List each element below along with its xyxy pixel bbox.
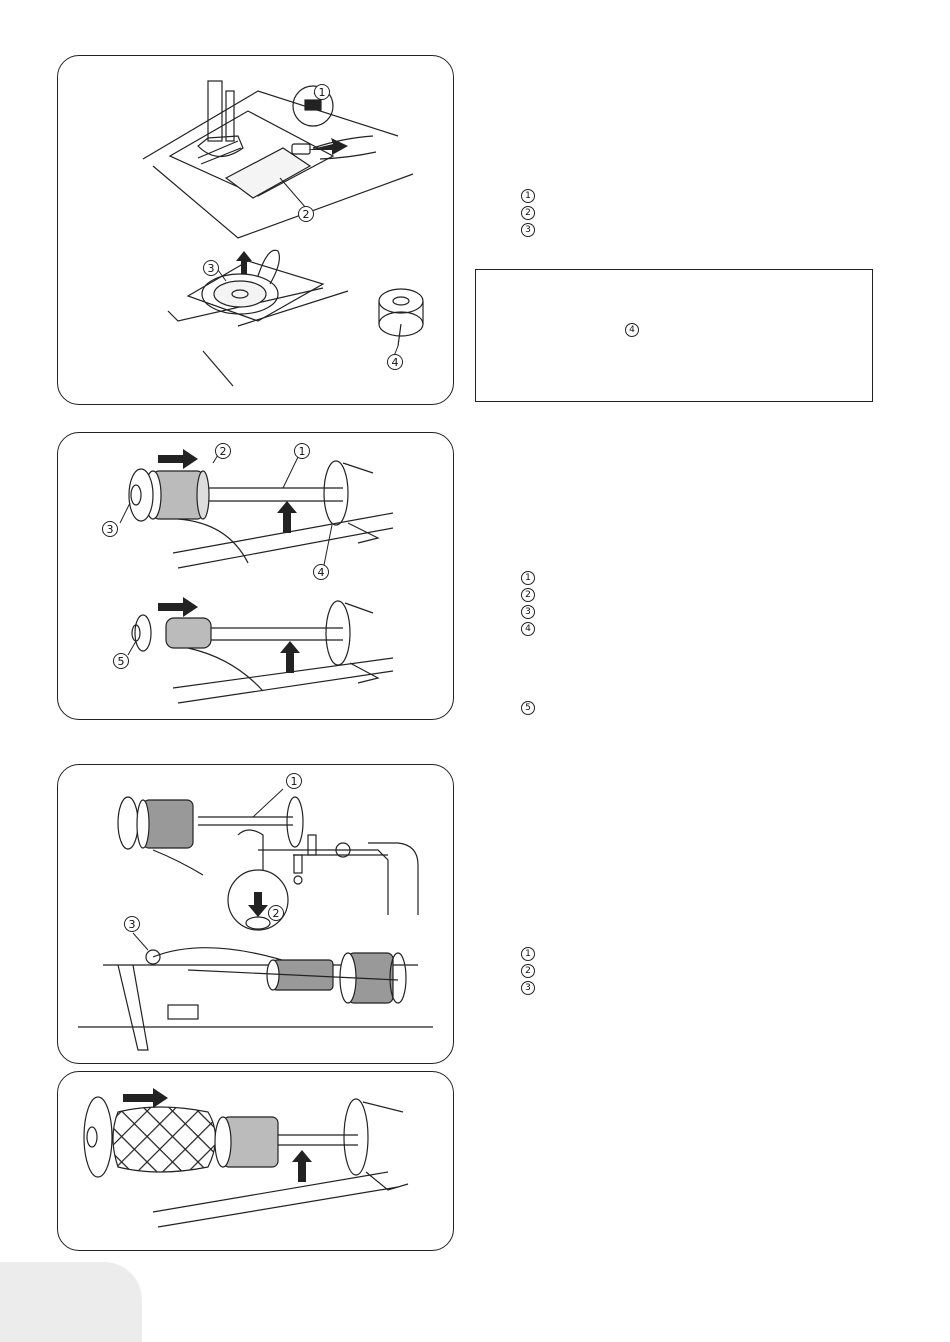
figure-spool-net-panel <box>57 1071 454 1251</box>
bobbin-cover-illustration <box>58 56 454 405</box>
section3-list <box>521 944 535 995</box>
callout-1: 1 <box>294 443 310 459</box>
list-item: 2 <box>521 961 535 978</box>
list-item: 2 <box>521 203 535 220</box>
list-item: 3 <box>521 220 535 237</box>
section2-list-b <box>521 698 535 715</box>
extra-spool-pin-illustration <box>58 765 454 1064</box>
callout-3: 3 <box>203 260 219 276</box>
section1-list <box>521 186 535 237</box>
figure-extra-spool-pin-panel <box>57 764 454 1064</box>
figure-bobbin-cover-panel <box>57 55 454 405</box>
list-item: 1 <box>521 186 535 203</box>
callout-5: 5 <box>113 653 129 669</box>
callout-1: 1 <box>314 84 330 100</box>
spool-net-illustration <box>58 1072 454 1251</box>
callout-1: 1 <box>286 773 302 789</box>
spool-pin-illustration <box>58 433 454 720</box>
callout-2: 2 <box>268 905 284 921</box>
note-box <box>475 269 873 402</box>
note-marker: 4 <box>625 323 639 337</box>
page-corner-tab <box>0 1262 142 1342</box>
section2-list-a <box>521 568 535 636</box>
list-item: 5 <box>521 698 535 715</box>
list-item: 4 <box>521 619 535 636</box>
list-item: 1 <box>521 944 535 961</box>
callout-2: 2 <box>215 443 231 459</box>
callout-3: 3 <box>102 521 118 537</box>
callout-4: 4 <box>313 564 329 580</box>
figure-spool-pin-panel <box>57 432 454 720</box>
list-item: 2 <box>521 585 535 602</box>
list-item: 3 <box>521 602 535 619</box>
callout-3: 3 <box>124 916 140 932</box>
list-item: 1 <box>521 568 535 585</box>
callout-2: 2 <box>298 206 314 222</box>
list-item: 3 <box>521 978 535 995</box>
callout-4: 4 <box>387 354 403 370</box>
